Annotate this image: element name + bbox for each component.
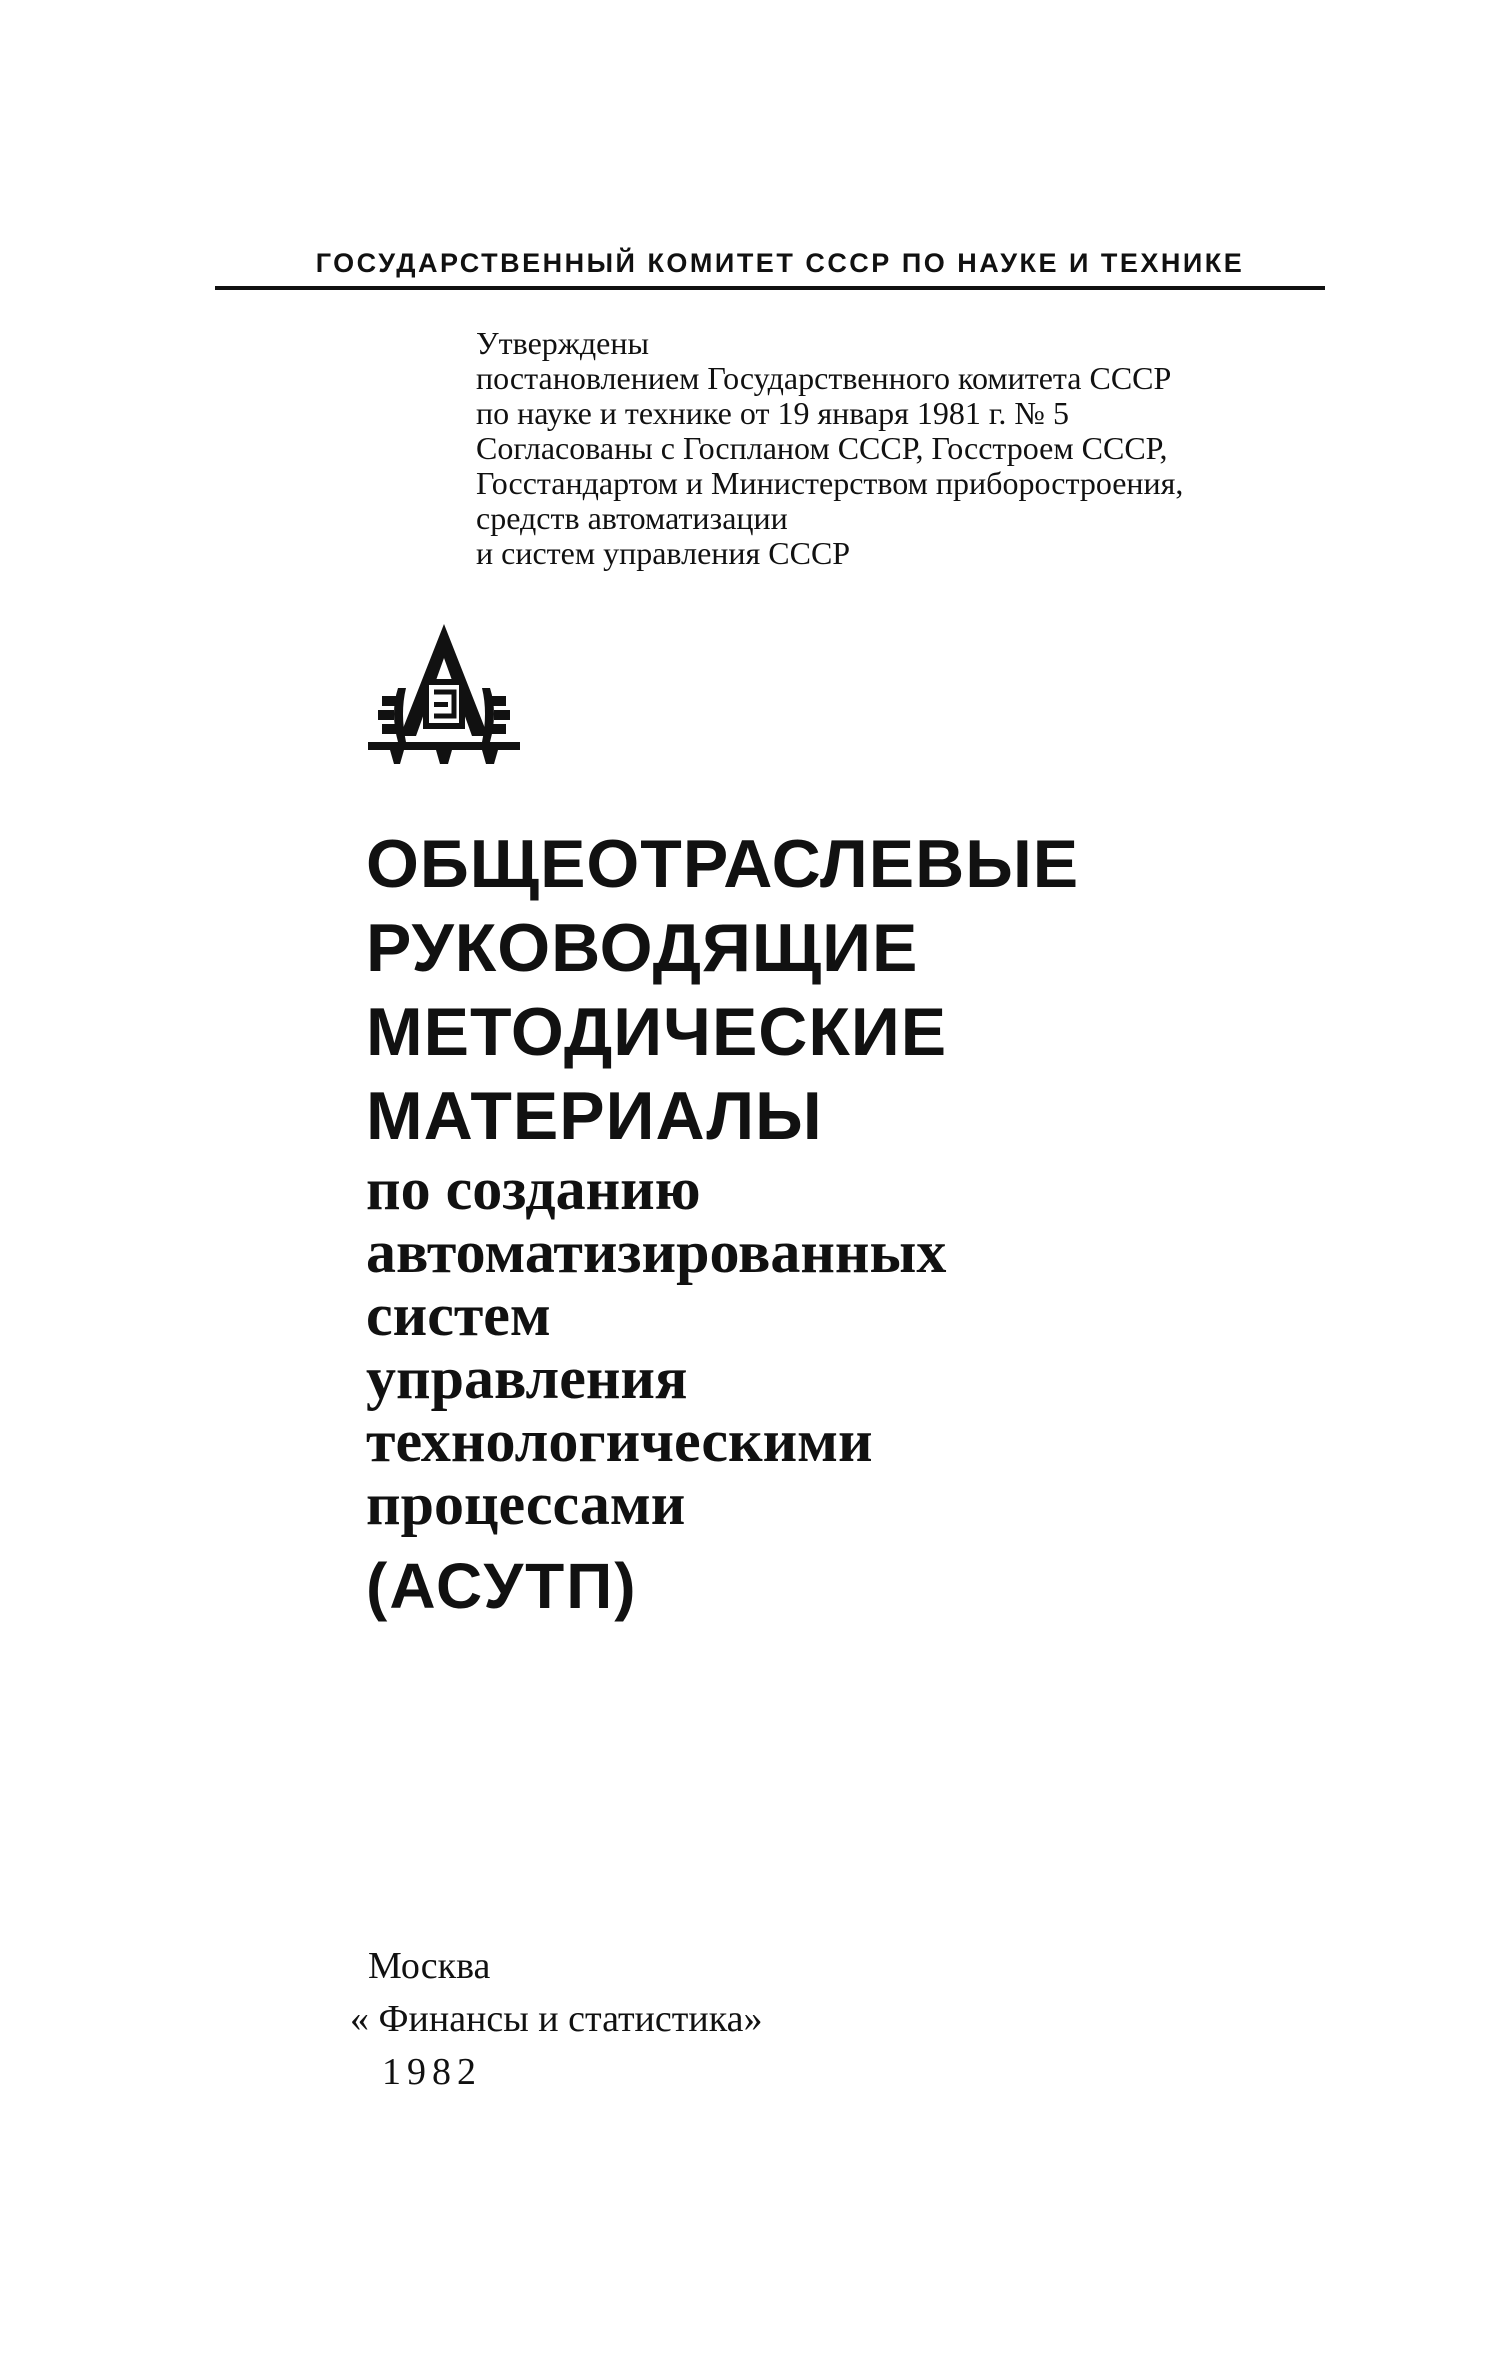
approval-line: средств автоматизации	[476, 500, 788, 536]
approval-line: Согласованы с Госпланом СССР, Госстроем СССР,	[476, 430, 1168, 466]
title-abbreviation: (АСУТП)	[366, 1550, 638, 1622]
imprint	[350, 1940, 762, 2099]
title-sub-line: по созданию	[366, 1156, 701, 1222]
publisher-emblem-icon	[364, 618, 524, 768]
approval-line: Госстандартом и Министерством приборостроения,	[476, 465, 1184, 501]
title-main-line: МАТЕРИАЛЫ	[366, 1078, 823, 1154]
approval-line: и систем управления СССР	[476, 535, 851, 571]
approval-note	[476, 326, 1356, 571]
imprint-year: 1982	[382, 2051, 482, 2093]
title-main-line: РУКОВОДЯЩИЕ	[366, 910, 919, 986]
document-title	[366, 822, 1366, 1630]
imprint-publisher: « Финансы и статистика»	[350, 1998, 763, 2040]
title-sub-line: управления	[366, 1345, 688, 1411]
issuing-organization: ГОСУДАРСТВЕННЫЙ КОМИТЕТ СССР ПО НАУКЕ И ТЕХНИКЕ	[315, 248, 1245, 278]
approval-line: постановлением Государственного комитета СССР	[476, 360, 1172, 396]
title-sub-line: процессами	[366, 1471, 686, 1537]
header-divider	[215, 286, 1325, 290]
title-sub-line: автоматизированных	[366, 1219, 947, 1285]
title-sub-line: технологическими	[366, 1408, 873, 1474]
approval-line: по науке и технике от 19 января 1981 г. № 5	[476, 395, 1069, 431]
title-main-line: МЕТОДИЧЕСКИЕ	[366, 994, 948, 1070]
approval-line: Утверждены	[476, 325, 649, 361]
title-sub-line: систем	[366, 1282, 551, 1348]
imprint-city: Москва	[368, 1945, 491, 1987]
title-main-line: ОБЩЕОТРАСЛЕВЫЕ	[366, 826, 1080, 902]
